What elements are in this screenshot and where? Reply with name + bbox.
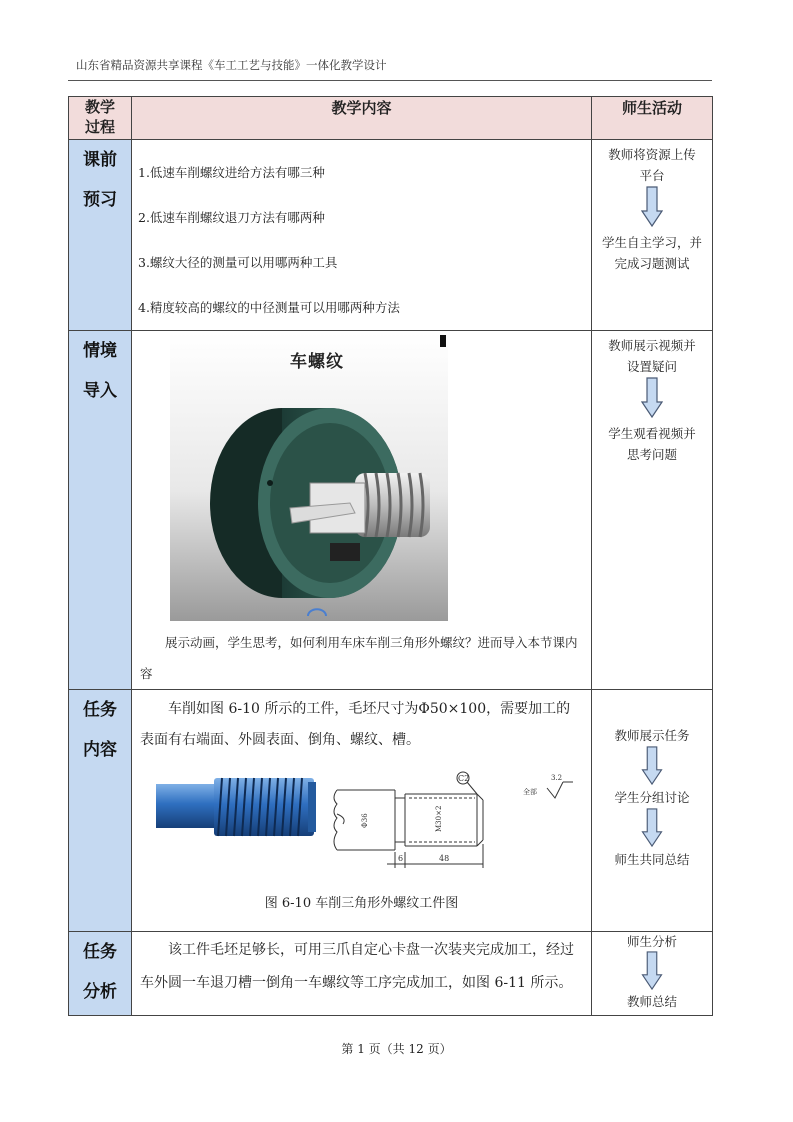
- task-activity-3: 师生共同总结: [614, 852, 690, 867]
- stage-preview-line2: 预习: [83, 190, 117, 210]
- task-content: [132, 690, 592, 932]
- header-rule: [68, 80, 712, 81]
- header-content: 教学内容: [132, 97, 592, 140]
- figure-caption: 图 6-10 车削三角形外螺纹工件图: [264, 896, 459, 911]
- stage-preview: [69, 140, 132, 331]
- lesson-table: [68, 96, 713, 1016]
- row-preview: [69, 140, 713, 331]
- analysis-activity-bottom: 教师总结: [626, 994, 677, 1009]
- analysis-content: [132, 932, 592, 1016]
- page-footer: 第 1 页（共 12 页）: [341, 1042, 452, 1056]
- down-arrow-icon: [641, 186, 663, 228]
- down-arrow-icon: [641, 808, 663, 848]
- stage-task-line1: 任务: [83, 700, 117, 720]
- dim-48: 48: [439, 854, 450, 863]
- intro-text: 展示动画，学生思考，如何利用车床车削三角形外螺纹？进而导入本节课内容: [140, 635, 578, 681]
- video-title: 车螺纹: [290, 352, 344, 372]
- task-activity: [592, 690, 713, 932]
- task-figures: [132, 768, 591, 884]
- intro-activity-top: 教师展示视频并设置疑问: [608, 338, 696, 374]
- preview-content: [132, 140, 592, 331]
- down-arrow-icon: [641, 746, 663, 786]
- stage-preview-line1: 课前: [83, 150, 117, 170]
- stage-intro-line1: 情境: [83, 341, 117, 361]
- roughness-value: 3.2: [551, 774, 563, 782]
- stage-task-line2: 内容: [83, 740, 117, 760]
- dim-6: 6: [398, 854, 404, 863]
- analysis-text: 该工件毛坯足够长，可用三爪自定心卡盘一次装夹完成加工，经过车外圆一车退刀槽一倒角一车螺纹等工序完成加工，如图 6-11 所示。: [140, 942, 574, 991]
- stage-analysis-line2: 分析: [83, 982, 117, 1002]
- row-task: [69, 690, 713, 932]
- task-text: 车削如图 6-10 所示的工件，毛坯尺寸为Φ50×100，需要加工的表面有右端面、外圆表面、倒角、螺纹、槽。: [140, 701, 571, 748]
- intro-activity: [592, 331, 713, 690]
- preview-activity-bottom: 学生自主学习，并完成习题测试: [601, 235, 702, 271]
- preview-question-2: 2.低速车削螺纹退刀方法有哪两种: [138, 210, 325, 225]
- analysis-activity-top: 师生分析: [626, 934, 677, 949]
- document-header: 山东省精品资源共享课程《车工工艺与技能》一体化教学设计: [76, 58, 387, 72]
- stage-analysis: [69, 932, 132, 1016]
- table-header-row: [69, 97, 713, 140]
- preview-activity-top: 教师将资源上传平台: [608, 147, 696, 183]
- preview-activity: [592, 140, 713, 331]
- chamfer-label: C2: [458, 774, 470, 783]
- intro-activity-bottom: 学生观看视频并思考问题: [608, 426, 696, 462]
- preview-question-4: 4.精度较高的螺纹的中径测量可以用哪两种方法: [138, 300, 400, 315]
- technical-drawing: [327, 768, 582, 878]
- stage-task: [69, 690, 132, 932]
- video-frame[interactable]: [170, 333, 448, 621]
- task-activity-2: 学生分组讨论: [614, 790, 690, 805]
- row-analysis: [69, 932, 713, 1016]
- dim-phi36: Φ36: [361, 813, 369, 828]
- task-activity-1: 教师展示任务: [614, 728, 690, 743]
- preview-question-1: 1.低速车削螺纹进给方法有哪三种: [138, 165, 325, 180]
- threaded-part-render: [156, 774, 318, 840]
- roughness-prefix: 全部: [523, 788, 537, 796]
- row-intro: [69, 331, 713, 690]
- stage-intro-line2: 导入: [83, 381, 117, 401]
- down-arrow-icon: [641, 377, 663, 419]
- preview-question-3: 3.螺纹大径的测量可以用哪两种工具: [138, 255, 338, 270]
- header-activity: 师生活动: [592, 97, 713, 140]
- header-process-label: 教学过程: [84, 98, 115, 136]
- header-process: [69, 97, 132, 140]
- dim-m30: M30×2: [435, 805, 443, 832]
- stage-intro: [69, 331, 132, 690]
- down-arrow-icon: [641, 951, 663, 991]
- thread-turning-video-still: [170, 333, 448, 621]
- analysis-activity: [592, 932, 713, 1016]
- intro-content: [132, 331, 592, 690]
- stage-analysis-line1: 任务: [83, 942, 117, 962]
